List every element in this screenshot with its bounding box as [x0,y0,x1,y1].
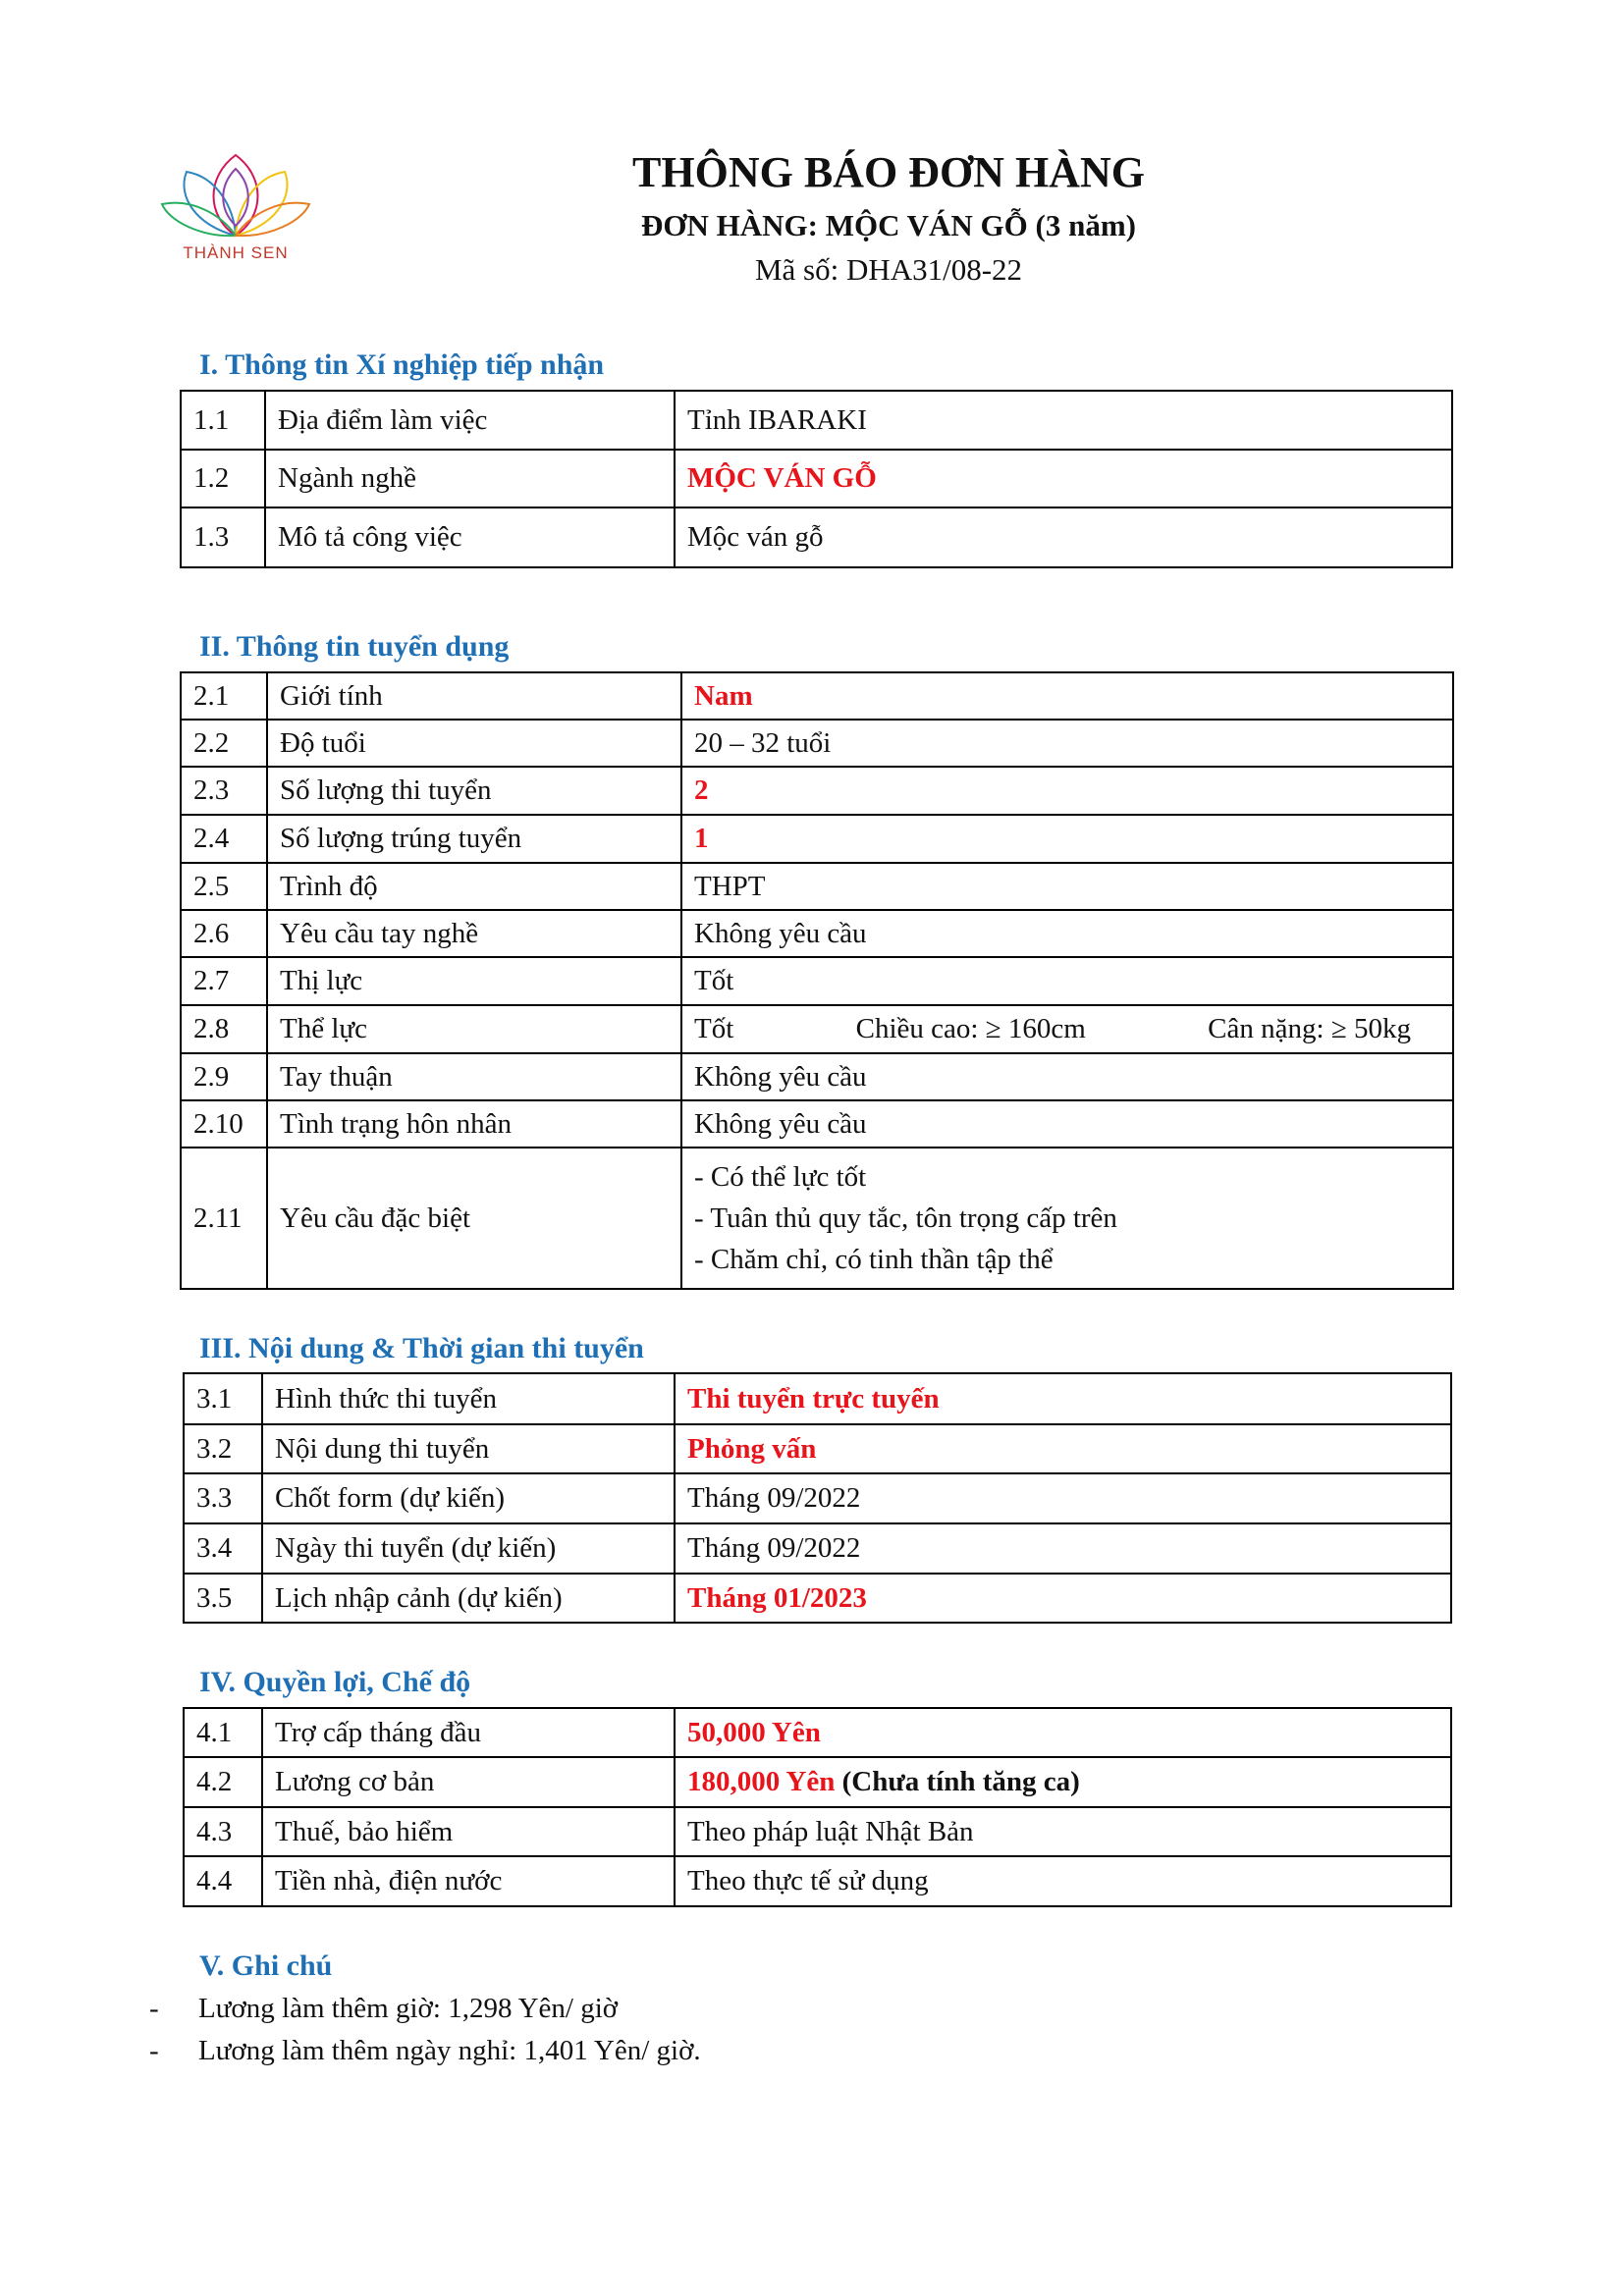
row-value [681,1005,1453,1053]
table-row [184,1708,1451,1757]
section-1-table [180,390,1453,568]
table-row [181,507,1452,567]
row-number: 2.7 [181,957,267,1005]
section-4-title: IV. Quyền lợi, Chế độ [199,1666,471,1698]
row-number: 2.10 [181,1100,267,1148]
row-label: Hình thức thi tuyển [262,1373,675,1424]
row-number: 2.2 [181,720,267,767]
row-number: 2.4 [181,815,267,863]
row-value: Nam [681,672,1453,720]
table-row [184,1856,1451,1906]
table-row [181,767,1453,815]
table-row [181,815,1453,863]
row-label: Lương cơ bản [262,1757,675,1807]
table-row [184,1757,1451,1807]
row-value [675,1757,1451,1807]
row-number: 3.5 [184,1574,262,1623]
table-row [181,672,1453,720]
section-3-table [183,1372,1452,1624]
row-value: 2 [681,767,1453,815]
row-value: Theo pháp luật Nhật Bản [675,1807,1451,1856]
row-value: THPT [681,863,1453,910]
row-number: 4.4 [184,1856,262,1906]
section-2-title: II. Thông tin tuyển dụng [199,630,510,663]
table-row [184,1424,1451,1473]
row-label: Mô tả công việc [265,507,675,567]
row-value: Tháng 09/2022 [675,1523,1451,1574]
row-value: 1 [681,815,1453,863]
note-item: - Lương làm thêm giờ: 1,298 Yên/ giờ [149,1993,619,2024]
row-value: Tốt [681,957,1453,1005]
table-row [181,1100,1453,1148]
row-value: 20 – 32 tuổi [681,720,1453,767]
table-row [184,1373,1451,1424]
row-number: 2.9 [181,1053,267,1100]
table-row [181,1005,1453,1053]
row-label: Ngày thi tuyển (dự kiến) [262,1523,675,1574]
row-value: Tháng 09/2022 [675,1473,1451,1523]
table-row [184,1523,1451,1574]
row-number: 1.3 [181,507,265,567]
requirement-line: - Tuân thủ quy tắc, tôn trọng cấp trên [694,1202,1117,1234]
row-number: 2.6 [181,910,267,957]
salary-value: 180,000 Yên [687,1766,836,1797]
row-number: 2.1 [181,672,267,720]
section-4-table [183,1707,1452,1907]
row-number: 4.3 [184,1807,262,1856]
row-value: Không yêu cầu [681,1100,1453,1148]
requirement-line: - Chăm chỉ, có tinh thần tập thể [694,1244,1054,1275]
height-requirement: Chiều cao: ≥ 160cm [855,1013,1086,1044]
note-text: Lương làm thêm ngày nghỉ: 1,401 Yên/ giờ. [198,2035,701,2066]
row-label: Trình độ [267,863,681,910]
row-value: Tháng 01/2023 [675,1574,1451,1623]
table-row [181,910,1453,957]
salary-note: (Chưa tính tăng ca) [835,1766,1080,1797]
row-label: Thuế, bảo hiểm [262,1807,675,1856]
row-label: Chốt form (dự kiến) [262,1473,675,1523]
row-label: Số lượng trúng tuyển [267,815,681,863]
row-number: 4.1 [184,1708,262,1757]
row-label: Nội dung thi tuyển [262,1424,675,1473]
row-value: Thi tuyển trực tuyến [675,1373,1451,1424]
row-number: 2.11 [181,1148,267,1289]
row-value: 50,000 Yên [675,1708,1451,1757]
section-3-title: III. Nội dung & Thời gian thi tuyển [199,1332,644,1364]
row-number: 3.1 [184,1373,262,1424]
row-label: Tay thuận [267,1053,681,1100]
section-5-title: V. Ghi chú [199,1949,333,1982]
table-row [184,1473,1451,1523]
row-label: Tình trạng hôn nhân [267,1100,681,1148]
row-value: Mộc ván gỗ [675,507,1452,567]
row-number: 1.1 [181,391,265,450]
row-number: 2.3 [181,767,267,815]
row-value: MỘC VÁN GỖ [675,450,1452,507]
row-number: 2.8 [181,1005,267,1053]
table-row [184,1807,1451,1856]
note-item: - Lương làm thêm ngày nghỉ: 1,401 Yên/ giờ. [149,2035,701,2066]
row-value: Theo thực tế sử dụng [675,1856,1451,1906]
row-number: 3.3 [184,1473,262,1523]
table-row [181,1148,1453,1289]
document-code: Mã số: DHA31/08-22 [754,252,1023,287]
row-value [681,1148,1453,1289]
row-number: 1.2 [181,450,265,507]
row-label: Yêu cầu đặc biệt [267,1148,681,1289]
row-number: 2.5 [181,863,267,910]
note-text: Lương làm thêm giờ: 1,298 Yên/ giờ [198,1993,619,2024]
table-row [181,957,1453,1005]
row-label: Lịch nhập cảnh (dự kiến) [262,1574,675,1623]
row-label: Trợ cấp tháng đầu [262,1708,675,1757]
document-subtitle: ĐƠN HÀNG: MỘC VÁN GỖ (3 năm) [640,208,1136,242]
row-label: Yêu cầu tay nghề [267,910,681,957]
table-row [181,391,1452,450]
row-value: Không yêu cầu [681,910,1453,957]
row-label: Tiền nhà, điện nước [262,1856,675,1906]
table-row [181,863,1453,910]
row-label: Giới tính [267,672,681,720]
row-label: Địa điểm làm việc [265,391,675,450]
physical-value: Tốt [694,1013,734,1044]
section-2-table [180,671,1454,1290]
requirement-line: - Có thể lực tốt [694,1161,867,1193]
row-label: Số lượng thi tuyển [267,767,681,815]
table-row [184,1574,1451,1623]
row-value: Tỉnh IBARAKI [675,391,1452,450]
document-title: THÔNG BÁO ĐƠN HÀNG [632,148,1145,196]
row-number: 3.4 [184,1523,262,1574]
table-row [181,720,1453,767]
weight-requirement: Cân nặng: ≥ 50kg [1208,1013,1411,1044]
logo-text: THÀNH SEN [183,243,289,262]
row-number: 4.2 [184,1757,262,1807]
lotus-logo-icon [157,147,314,245]
row-label: Thể lực [267,1005,681,1053]
row-label: Độ tuổi [267,720,681,767]
row-value: Không yêu cầu [681,1053,1453,1100]
row-label: Ngành nghề [265,450,675,507]
section-1-title: I. Thông tin Xí nghiệp tiếp nhận [199,348,605,381]
row-label: Thị lực [267,957,681,1005]
table-row [181,450,1452,507]
row-value: Phỏng vấn [675,1424,1451,1473]
row-number: 3.2 [184,1424,262,1473]
company-logo [157,147,314,270]
table-row [181,1053,1453,1100]
